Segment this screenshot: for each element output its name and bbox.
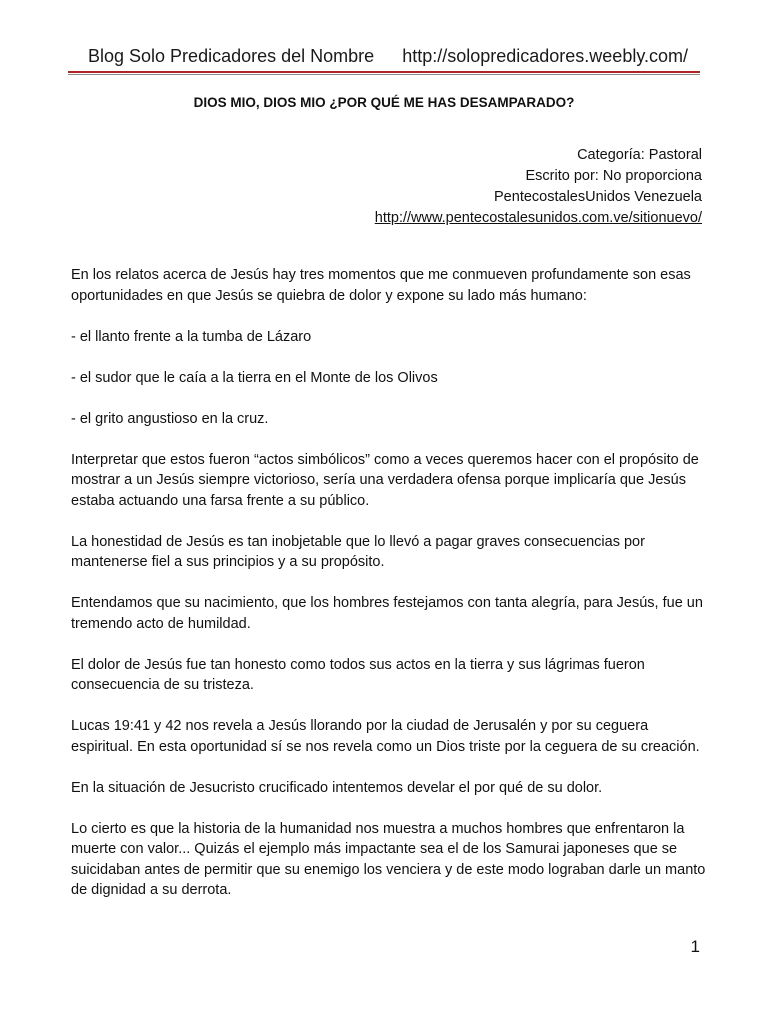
page-header — [88, 44, 688, 68]
blog-name: Blog Solo Predicadores del Nombre — [88, 46, 375, 66]
category-line: Categoría: Pastoral — [577, 147, 702, 163]
paragraph: Lo cierto es que la historia de la humanidad nos muestra a muchos hombres que enfrentaron la muerte con valor... Quizás el ejemplo más impactante sea el de los Samurai japoneses que se suicidaban antes de permitir que su enemigo los venciera y de este modo lograban darle un manto de dignidad a su derrota. — [71, 820, 706, 898]
page-number: 1 — [690, 937, 700, 956]
list-item: - el grito angustioso en la cruz. — [71, 410, 269, 427]
list-item: - el llanto frente a la tumba de Lázaro — [71, 328, 312, 345]
article-meta — [375, 145, 702, 229]
paragraph: Interpretar que estos fueron “actos simbólicos” como a veces queremos hacer con el propósito de mostrar a un Jesús siempre victorioso, sería una verdadera ofensa porque implicaría que Jesús estaba actuando una farsa frente a su público. — [71, 451, 699, 509]
paragraph: Lucas 19:41 y 42 nos revela a Jesús llorando por la ciudad de Jerusalén y por su ceguera espiritual. En esta oportunidad sí se nos revela como un Dios triste por la ceguera de su creación. — [71, 718, 700, 755]
paragraph: En los relatos acerca de Jesús hay tres momentos que me conmueven profundamente son esas oportunidades en que Jesús se quiebra de dolor y expone su lado más humano: — [71, 267, 691, 304]
blog-url: http://solopredicadores.weebly.com/ — [402, 46, 688, 66]
source-link[interactable]: http://www.pentecostalesunidos.com.ve/sitionuevo/ — [374, 210, 702, 226]
header-rule — [68, 71, 700, 73]
paragraph: La honestidad de Jesús es tan inobjetable que lo llevó a pagar graves consecuencias por mantenerse fiel a sus principios y a su propósito. — [71, 533, 645, 570]
source-line: PentecostalesUnidos Venezuela — [494, 189, 702, 205]
paragraph: El dolor de Jesús fue tan honesto como todos sus actos en la tierra y sus lágrimas fueron consecuencia de su tristeza. — [71, 656, 645, 693]
author-line: Escrito por: No proporciona — [525, 168, 702, 184]
document-title: DIOS MIO, DIOS MIO ¿POR QUÉ ME HAS DESAMPARADO? — [193, 95, 575, 110]
paragraph: En la situación de Jesucristo crucificado intentemos develar el por qué de su dolor. — [71, 779, 603, 796]
paragraph: Entendamos que su nacimiento, que los hombres festejamos con tanta alegría, para Jesús, fue un tremendo acto de humildad. — [71, 595, 703, 632]
article-body — [71, 265, 711, 921]
header-rule-secondary — [68, 74, 700, 75]
list-item: - el sudor que le caía a la tierra en el Monte de los Olivos — [71, 369, 438, 386]
